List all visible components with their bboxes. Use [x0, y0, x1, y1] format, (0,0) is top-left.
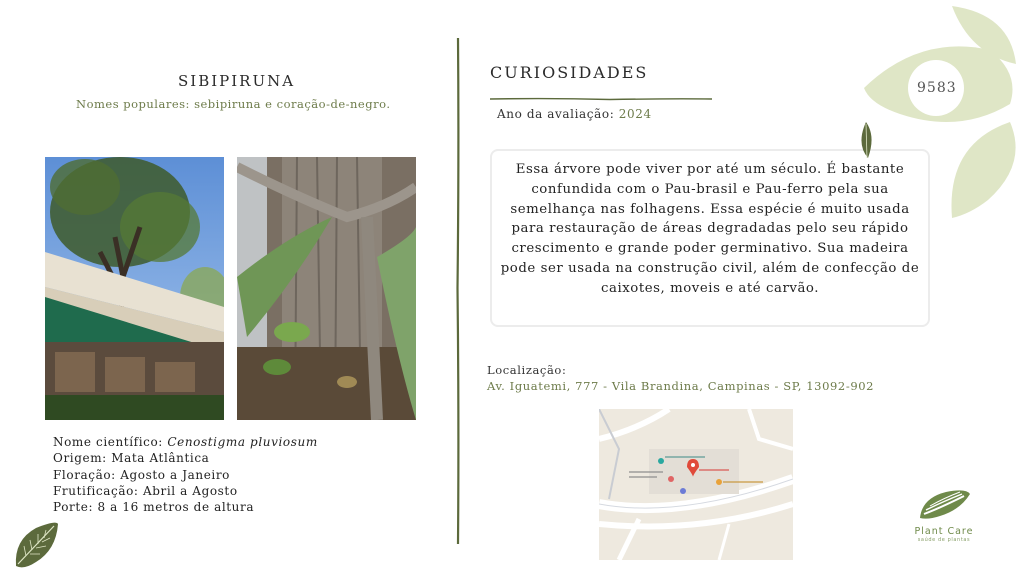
tree-code: 9583 — [917, 80, 957, 96]
title-underline — [490, 86, 712, 90]
flowering: Floração: Agosto a Janeiro — [53, 467, 230, 482]
popular-names: Nomes populares: sebipiruna e coração-de-negro. — [76, 97, 391, 111]
tree-details — [53, 434, 318, 515]
year-value: 2024 — [618, 107, 652, 121]
brand-subtitle: saúde de plantas — [917, 537, 971, 543]
evaluation-year — [497, 107, 652, 121]
brand-name: Plant Care — [914, 526, 974, 537]
trunk-photo — [237, 157, 416, 420]
curiosities-title: CURIOSIDADES — [490, 63, 649, 82]
scientific-name-row — [53, 434, 318, 450]
leaf-cluster-icon — [860, 4, 1024, 228]
size: Porte: 8 a 16 metros de altura — [53, 500, 255, 515]
location-address: Av. Iguatemi, 777 - Vila Brandina, Campinas - SP, 13092-902 — [487, 379, 875, 393]
vertical-divider — [456, 38, 460, 544]
fruiting: Frutificação: Abril a Agosto — [53, 483, 238, 498]
leaf-decoration-icon — [12, 520, 60, 574]
scientific-name-label: Nome científico: — [53, 435, 168, 449]
tree-name: SIBIPIRUNA — [178, 72, 296, 90]
brand-logo — [906, 488, 982, 543]
origin: Origem: Mata Atlântica — [53, 451, 210, 466]
year-label: Ano da avaliação: — [497, 107, 619, 121]
scientific-name-value: Cenostigma pluviosum — [167, 435, 318, 449]
curiosities-text: Essa árvore pode viver por até um século. É bastante confundida com o Pau-brasil e Pau-ferro pela sua semelhança nas folhagens. Essa espécie é muito usada para restauração de áreas degradadas pelo seu rápido crescimento e grande poder germinativo. Sua madeira pode ser usada na construção civil, além de confecção de caixotes, moveis e até carvão. — [500, 162, 920, 296]
location-map[interactable] — [599, 409, 793, 560]
tree-photo — [45, 157, 224, 420]
brand-leaf-icon — [916, 488, 972, 520]
location-label: Localização: — [487, 363, 567, 377]
